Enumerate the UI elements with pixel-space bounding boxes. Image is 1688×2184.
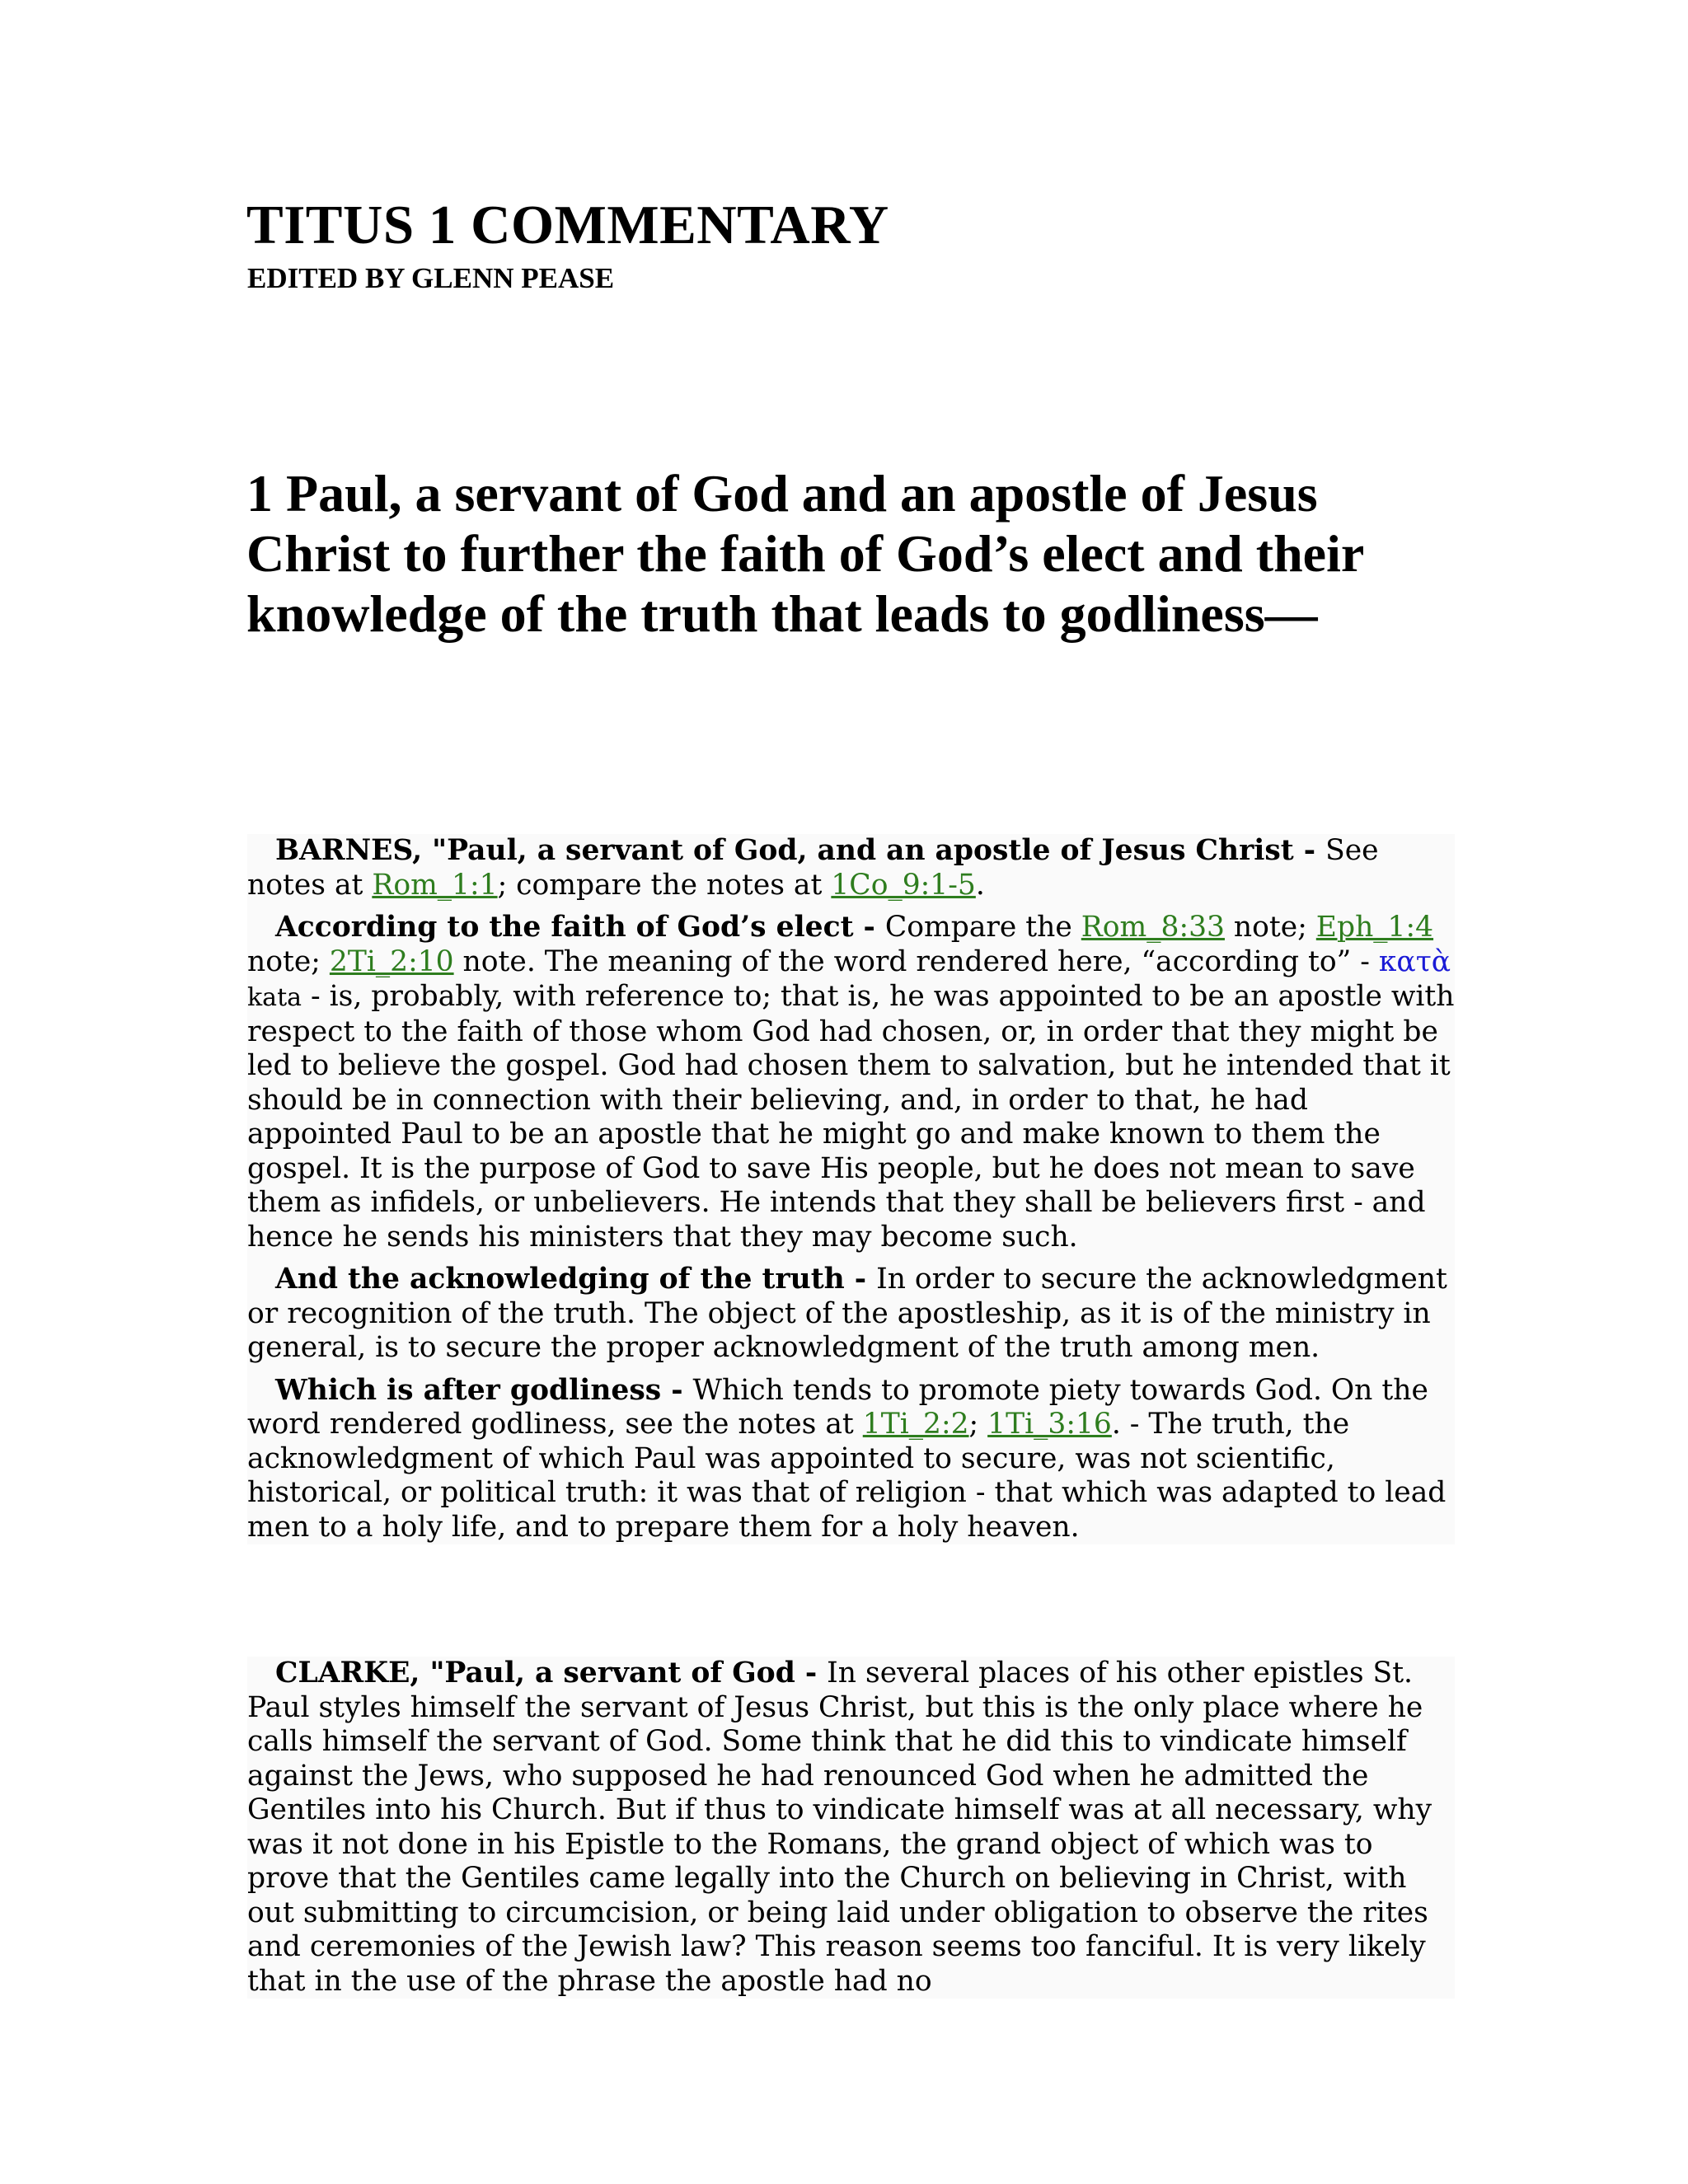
ref-1ti-3-16[interactable]: 1Ti_3:16 bbox=[987, 1408, 1112, 1441]
transliteration: kata bbox=[247, 983, 302, 1012]
barnes-paragraph-4: Which is after godliness - Which tends to promote piety towards God. On the word rendered godliness, see the notes at 1Ti_2:2; 1Ti_3:16. - The truth, the acknowledgment of which Paul was appointed to secure, was not scientific, historical, or political truth: it was that of religion - that which was adapted to lead men to a holy life, and to prepare them for a holy heaven. bbox=[247, 1373, 1447, 1544]
ref-rom-1-1[interactable]: Rom_1:1 bbox=[372, 868, 498, 902]
editor-credit: EDITED BY GLENN PEASE bbox=[247, 262, 615, 294]
clarke-commentary bbox=[247, 1657, 1455, 1999]
barnes-paragraph-2: According to the faith of God’s elect - Compare the Rom_8:33 note; Eph_1:4 note; 2Ti_2:10 note. The meaning of the word rendered here, “according to” - κατὰ kata - is, probably, with reference to; that is, he was appointed to be an apostle with respect to the faith of those whom God had chosen, or, in order that they might be led to believe the gospel. God had chosen them to salvation, but he intended that it should be in connection with their believing, and, in order to that, he had appointed Paul to be an apostle that he might go and make known to them the gospel. It is the purpose of God to save His people, but he does not mean to save them as infidels, or unbelievers. He intends that they shall be believers first - and hence he sends his ministers that they may become such. bbox=[247, 911, 1455, 1254]
ref-rom-8-33[interactable]: Rom_8:33 bbox=[1081, 911, 1225, 944]
barnes-lead: BARNES, "Paul, a servant of God, and an apostle of Jesus Christ - bbox=[275, 834, 1326, 867]
ref-1co-9-1-5[interactable]: 1Co_9:1-5 bbox=[831, 868, 976, 902]
barnes-p3-lead: And the acknowledging of the truth - bbox=[275, 1263, 877, 1296]
barnes-commentary bbox=[247, 834, 1455, 1544]
ref-1ti-2-2[interactable]: 1Ti_2:2 bbox=[862, 1408, 969, 1441]
barnes-paragraph-3: And the acknowledging of the truth - In order to secure the acknowledgment or recognition of the truth. The object of the apostleship, as it is of the ministry in general, is to secure the proper acknowledgment of the truth among men. bbox=[247, 1263, 1447, 1364]
verse-heading: 1 Paul, a servant of God and an apostle of Jesus Christ to further the faith of God’s elect and their knowledge of the truth that leads to godliness— bbox=[246, 464, 1364, 643]
greek-word: κατὰ bbox=[1378, 944, 1451, 978]
clarke-lead: CLARKE, "Paul, a servant of God - bbox=[275, 1657, 828, 1690]
clarke-paragraph-1: CLARKE, "Paul, a servant of God - In several places of his other epistles St. Paul styles himself the servant of Jesus Christ, but this is the only place where he calls himself the servant of God. Some think that he did this to vindicate himself against the Jews, who supposed he had renounced God when he admitted the Gentiles into his Church. But if thus to vindicate himself was at all necessary, why was it not done in his Epistle to the Romans, the grand object of which was to prove that the Gentiles came legally into the Church on believing in Christ, with out submitting to circumcision, or being laid under obligation to observe the rites and ceremonies of the Jewish law? This reason seems too fanciful. It is very likely that in the use of the phrase the apostle had no bbox=[247, 1657, 1432, 1998]
page-title: TITUS 1 COMMENTARY bbox=[246, 194, 889, 255]
barnes-p4-lead: Which is after godliness - bbox=[275, 1373, 693, 1407]
barnes-p2-lead: According to the faith of God’s elect - bbox=[275, 911, 885, 944]
ref-2ti-2-10[interactable]: 2Ti_2:10 bbox=[329, 944, 454, 978]
barnes-paragraph-1: BARNES, "Paul, a servant of God, and an apostle of Jesus Christ - See notes at Rom_1:1; compare the notes at 1Co_9:1-5. bbox=[247, 834, 1379, 902]
ref-eph-1-4[interactable]: Eph_1:4 bbox=[1315, 911, 1434, 944]
